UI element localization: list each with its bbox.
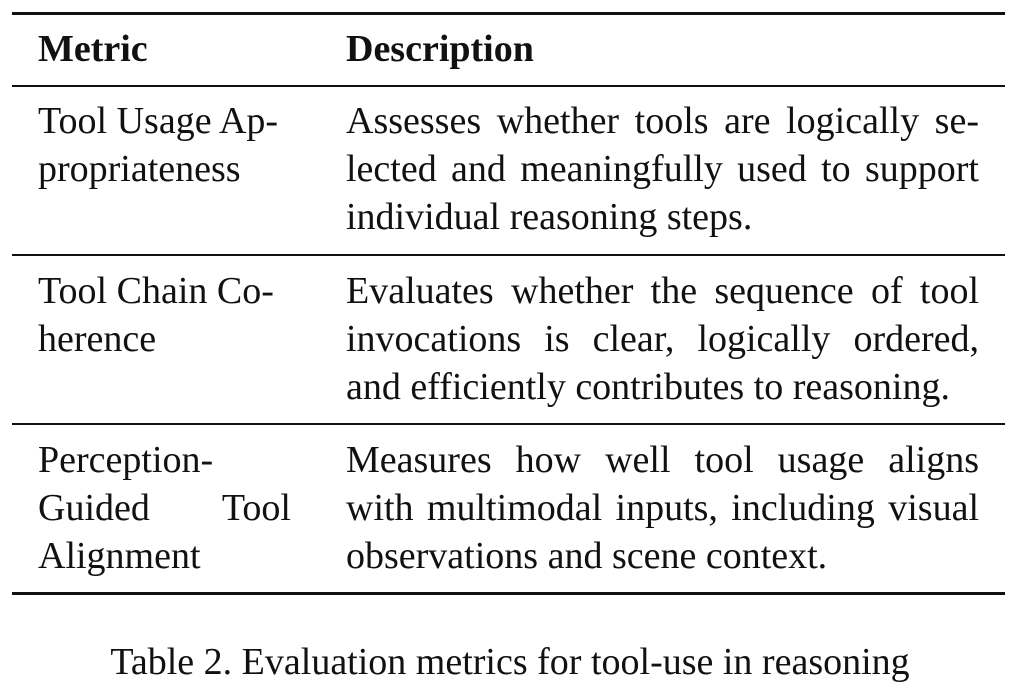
table-row-metric <box>38 436 291 580</box>
table-bottom-rule <box>12 592 1005 595</box>
header-divider-rule <box>12 85 1005 87</box>
metric-line: Tool Usage Ap- <box>38 100 279 142</box>
description-line: and efficiently contributes to reasoning. <box>346 366 950 408</box>
table-row-metric <box>38 267 291 363</box>
metric-line: Perception- <box>38 439 214 481</box>
description-line: with multimodal inputs, including visual <box>346 487 979 529</box>
metric-line-justified <box>38 484 291 532</box>
row-divider-rule <box>12 423 1005 425</box>
description-line: Evaluates whether the sequence of tool <box>346 270 979 312</box>
description-line: lected and meaningfully used to support <box>346 148 979 190</box>
metric-line: Alignment <box>38 535 201 577</box>
row-divider-rule <box>12 254 1005 256</box>
description-line: observations and scene context. <box>346 535 828 577</box>
metric-line: Tool Chain Co- <box>38 270 274 312</box>
metric-line: herence <box>38 318 157 360</box>
column-header-metric: Metric <box>38 28 148 70</box>
metric-word: Tool <box>221 487 291 529</box>
description-line: individual reasoning steps. <box>346 196 753 238</box>
metric-line: propriateness <box>38 148 241 190</box>
description-line: invocations is clear, logically ordered, <box>346 318 979 360</box>
table-row-description <box>346 97 979 241</box>
table-top-rule <box>12 12 1005 15</box>
column-header-description: Description <box>346 28 534 70</box>
metric-word: Guided <box>38 487 150 529</box>
description-line: Assesses whether tools are logically se- <box>346 100 979 142</box>
table-row-metric <box>38 97 291 193</box>
table-caption: Table 2. Evaluation metrics for tool-use in reasoning <box>110 641 910 683</box>
table-row-description <box>346 267 979 411</box>
description-line: Measures how well tool usage aligns <box>346 439 979 481</box>
table-row-description <box>346 436 979 580</box>
